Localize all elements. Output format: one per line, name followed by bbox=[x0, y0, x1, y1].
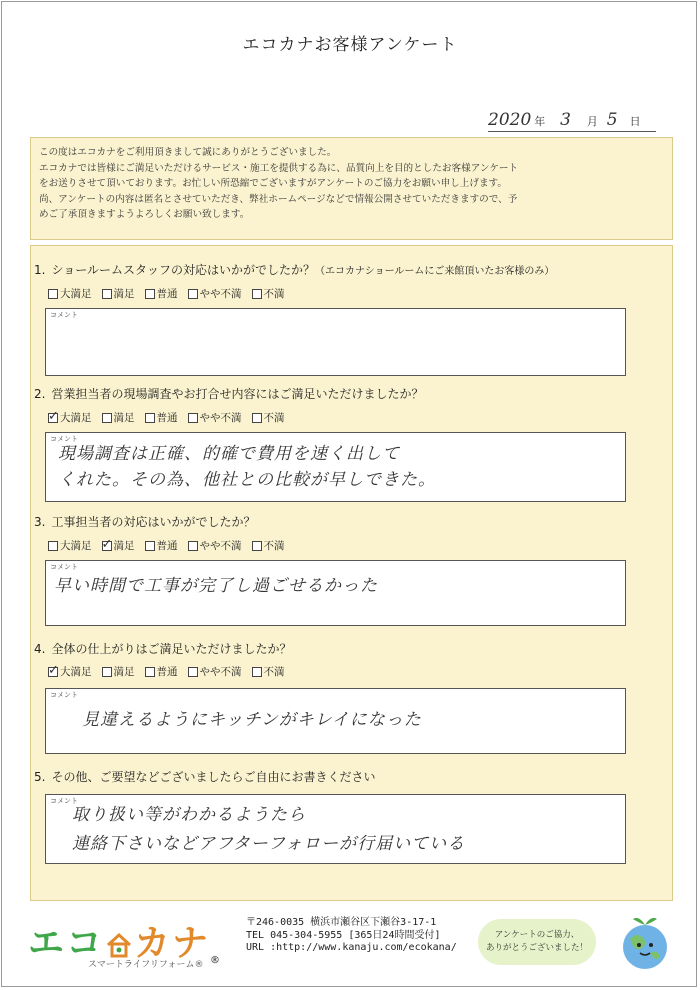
checkbox[interactable] bbox=[188, 667, 198, 677]
option-3[interactable] bbox=[145, 410, 178, 425]
intro-line: この度はエコカナをご利用頂きまして誠にありがとうございました。 bbox=[39, 147, 337, 158]
option-3[interactable] bbox=[145, 664, 178, 679]
option-label: やや不満 bbox=[199, 540, 242, 552]
intro-line: 尚、アンケートの内容は匿名とさせていただき、弊社ホームページなどで情報公開させていただきますので、予 bbox=[39, 193, 518, 205]
option-label: 満足 bbox=[113, 412, 135, 424]
checkbox[interactable] bbox=[48, 662, 59, 678]
option-label: 不満 bbox=[263, 540, 285, 552]
question-5: 5. その他、ご要望などございましたらご自由にお書きください bbox=[34, 770, 376, 784]
option-label: 満足 bbox=[113, 666, 135, 678]
question-1-options bbox=[48, 286, 285, 301]
checkbox[interactable] bbox=[145, 541, 155, 551]
logo-tagline: スマートライフリフォーム® bbox=[88, 960, 204, 970]
checkbox[interactable] bbox=[188, 541, 198, 551]
intro-notice bbox=[30, 137, 673, 240]
checkbox[interactable] bbox=[252, 413, 262, 423]
option-3[interactable] bbox=[145, 286, 178, 301]
date-year: 2020 bbox=[488, 110, 532, 130]
option-label: やや不満 bbox=[199, 666, 242, 678]
tel-line: TEL 045-304-5955 [365日24時間受付] bbox=[246, 929, 441, 941]
page-title: エコカナお客様アンケート bbox=[242, 35, 458, 55]
date-month: 3 bbox=[560, 110, 571, 130]
option-4[interactable] bbox=[188, 410, 242, 425]
check-mark-icon: ✓ bbox=[48, 408, 59, 424]
handwritten-comment-line: 取り扱い等がわかるようたら bbox=[72, 805, 306, 825]
option-5[interactable] bbox=[252, 538, 285, 553]
option-label: 満足 bbox=[113, 288, 135, 300]
question-2: 2. 営業担当者の現場調査やお打合せ内容にはご満足いただけましたか？ bbox=[34, 387, 424, 401]
question-4-options bbox=[48, 664, 285, 679]
option-label: 大満足 bbox=[60, 288, 92, 300]
checkbox[interactable] bbox=[188, 413, 198, 423]
handwritten-comment-line: くれた。その為、他社との比較が早しできた。 bbox=[58, 470, 436, 490]
checkbox[interactable] bbox=[145, 667, 155, 677]
option-1[interactable] bbox=[48, 664, 92, 679]
question-2-comment-box[interactable] bbox=[45, 432, 626, 502]
question-4-comment-box[interactable] bbox=[45, 688, 626, 754]
house-icon bbox=[106, 932, 132, 958]
handwritten-comment-line: 連絡下さいなどアフターフォローが行届いている bbox=[72, 834, 466, 854]
company-address bbox=[246, 917, 457, 955]
option-label: 大満足 bbox=[60, 412, 92, 424]
check-mark-icon: ✓ bbox=[101, 536, 113, 552]
option-3[interactable] bbox=[145, 538, 178, 553]
checkbox[interactable] bbox=[252, 667, 262, 677]
option-label: やや不満 bbox=[199, 412, 242, 424]
checkbox[interactable] bbox=[188, 289, 198, 299]
comment-label: コメント bbox=[50, 563, 78, 571]
checkbox[interactable] bbox=[101, 536, 113, 552]
check-mark-icon: ✓ bbox=[48, 662, 59, 678]
intro-line: エコカナでは皆様にご満足いただけるサービス・施工を提供する為に、品質向上を目的としたお客様アンケート bbox=[39, 162, 519, 174]
checkbox[interactable] bbox=[145, 413, 155, 423]
date-year-label: 年 bbox=[534, 115, 546, 128]
checkbox[interactable] bbox=[145, 289, 155, 299]
option-label: 普通 bbox=[156, 540, 178, 552]
checkbox[interactable] bbox=[48, 541, 58, 551]
date-day: 5 bbox=[606, 110, 618, 130]
comment-label: コメント bbox=[50, 691, 78, 699]
question-3-comment-box[interactable] bbox=[45, 560, 626, 626]
question-3: 3. 工事担当者の対応はいかがでしたか？ bbox=[34, 515, 256, 529]
option-label: 普通 bbox=[156, 288, 178, 300]
date-field bbox=[488, 110, 646, 130]
url-line: URL :http://www.kanaju.com/ecokana/ bbox=[246, 942, 457, 953]
checkbox[interactable] bbox=[102, 667, 112, 677]
question-1-comment-box[interactable] bbox=[45, 308, 626, 376]
question-5-comment-box[interactable] bbox=[45, 794, 626, 864]
option-2[interactable] bbox=[102, 286, 135, 301]
question-2-options bbox=[48, 410, 285, 425]
option-4[interactable] bbox=[188, 538, 242, 553]
handwritten-comment-line: 現場調査は正確、的確で費用を速く出して bbox=[58, 444, 400, 464]
option-5[interactable] bbox=[252, 410, 285, 425]
handwritten-comment-line: 見違えるようにキッチンがキレイになった bbox=[82, 710, 422, 730]
earth-mascot-icon bbox=[612, 909, 678, 975]
address-line: 〒246-0035 横浜市瀬谷区下瀬谷3-17-1 bbox=[246, 917, 437, 928]
checkbox[interactable] bbox=[102, 413, 112, 423]
checkbox[interactable] bbox=[102, 289, 112, 299]
option-4[interactable] bbox=[188, 664, 242, 679]
intro-line: めご了承頂きますようよろしくお願い致します。 bbox=[39, 209, 250, 221]
checkbox[interactable] bbox=[252, 289, 262, 299]
question-4: 4. 全体の仕上がりはご満足いただけましたか？ bbox=[34, 642, 292, 656]
option-label: 大満足 bbox=[60, 666, 92, 678]
date-month-label: 月 bbox=[586, 115, 598, 128]
option-label: 大満足 bbox=[60, 540, 92, 552]
thanks-bubble: アンケートのご協力、 ありがとうございました！ bbox=[478, 919, 596, 965]
comment-label: コメント bbox=[50, 435, 78, 443]
option-label: 不満 bbox=[263, 288, 285, 300]
date-day-label: 日 bbox=[629, 115, 641, 128]
option-4[interactable] bbox=[188, 286, 242, 301]
option-2[interactable] bbox=[102, 538, 135, 553]
option-label: 不満 bbox=[263, 412, 285, 424]
option-label: 普通 bbox=[156, 412, 178, 424]
option-5[interactable] bbox=[252, 286, 285, 301]
checkbox[interactable] bbox=[252, 541, 262, 551]
footer bbox=[0, 905, 700, 985]
question-3-options bbox=[48, 538, 285, 553]
ecokana-logo: エコ カナ® bbox=[28, 923, 223, 966]
option-1[interactable] bbox=[48, 286, 92, 301]
option-1[interactable] bbox=[48, 410, 92, 425]
option-label: 満足 bbox=[113, 540, 135, 552]
intro-line: をお送りさせて頂いております。お忙しい所恐縮でございますがアンケートのご協力をお願い申し上げます。 bbox=[39, 178, 507, 190]
option-1[interactable] bbox=[48, 538, 92, 553]
option-label: 普通 bbox=[156, 666, 178, 678]
option-label: 不満 bbox=[263, 666, 285, 678]
option-2[interactable] bbox=[102, 664, 135, 679]
option-2[interactable] bbox=[102, 410, 135, 425]
option-5[interactable] bbox=[252, 664, 285, 679]
question-1: 1. ショールームスタッフの対応はいかがでしたか？（エコカナショールームにご来館頂いたお客様のみ） bbox=[34, 263, 555, 277]
checkbox[interactable] bbox=[48, 408, 59, 424]
comment-label: コメント bbox=[50, 311, 78, 319]
checkbox[interactable] bbox=[48, 289, 58, 299]
comment-label: コメント bbox=[50, 797, 78, 805]
option-label: やや不満 bbox=[199, 288, 242, 300]
handwritten-comment-line: 早い時間で工事が完了し過ごせるかった bbox=[54, 576, 378, 596]
